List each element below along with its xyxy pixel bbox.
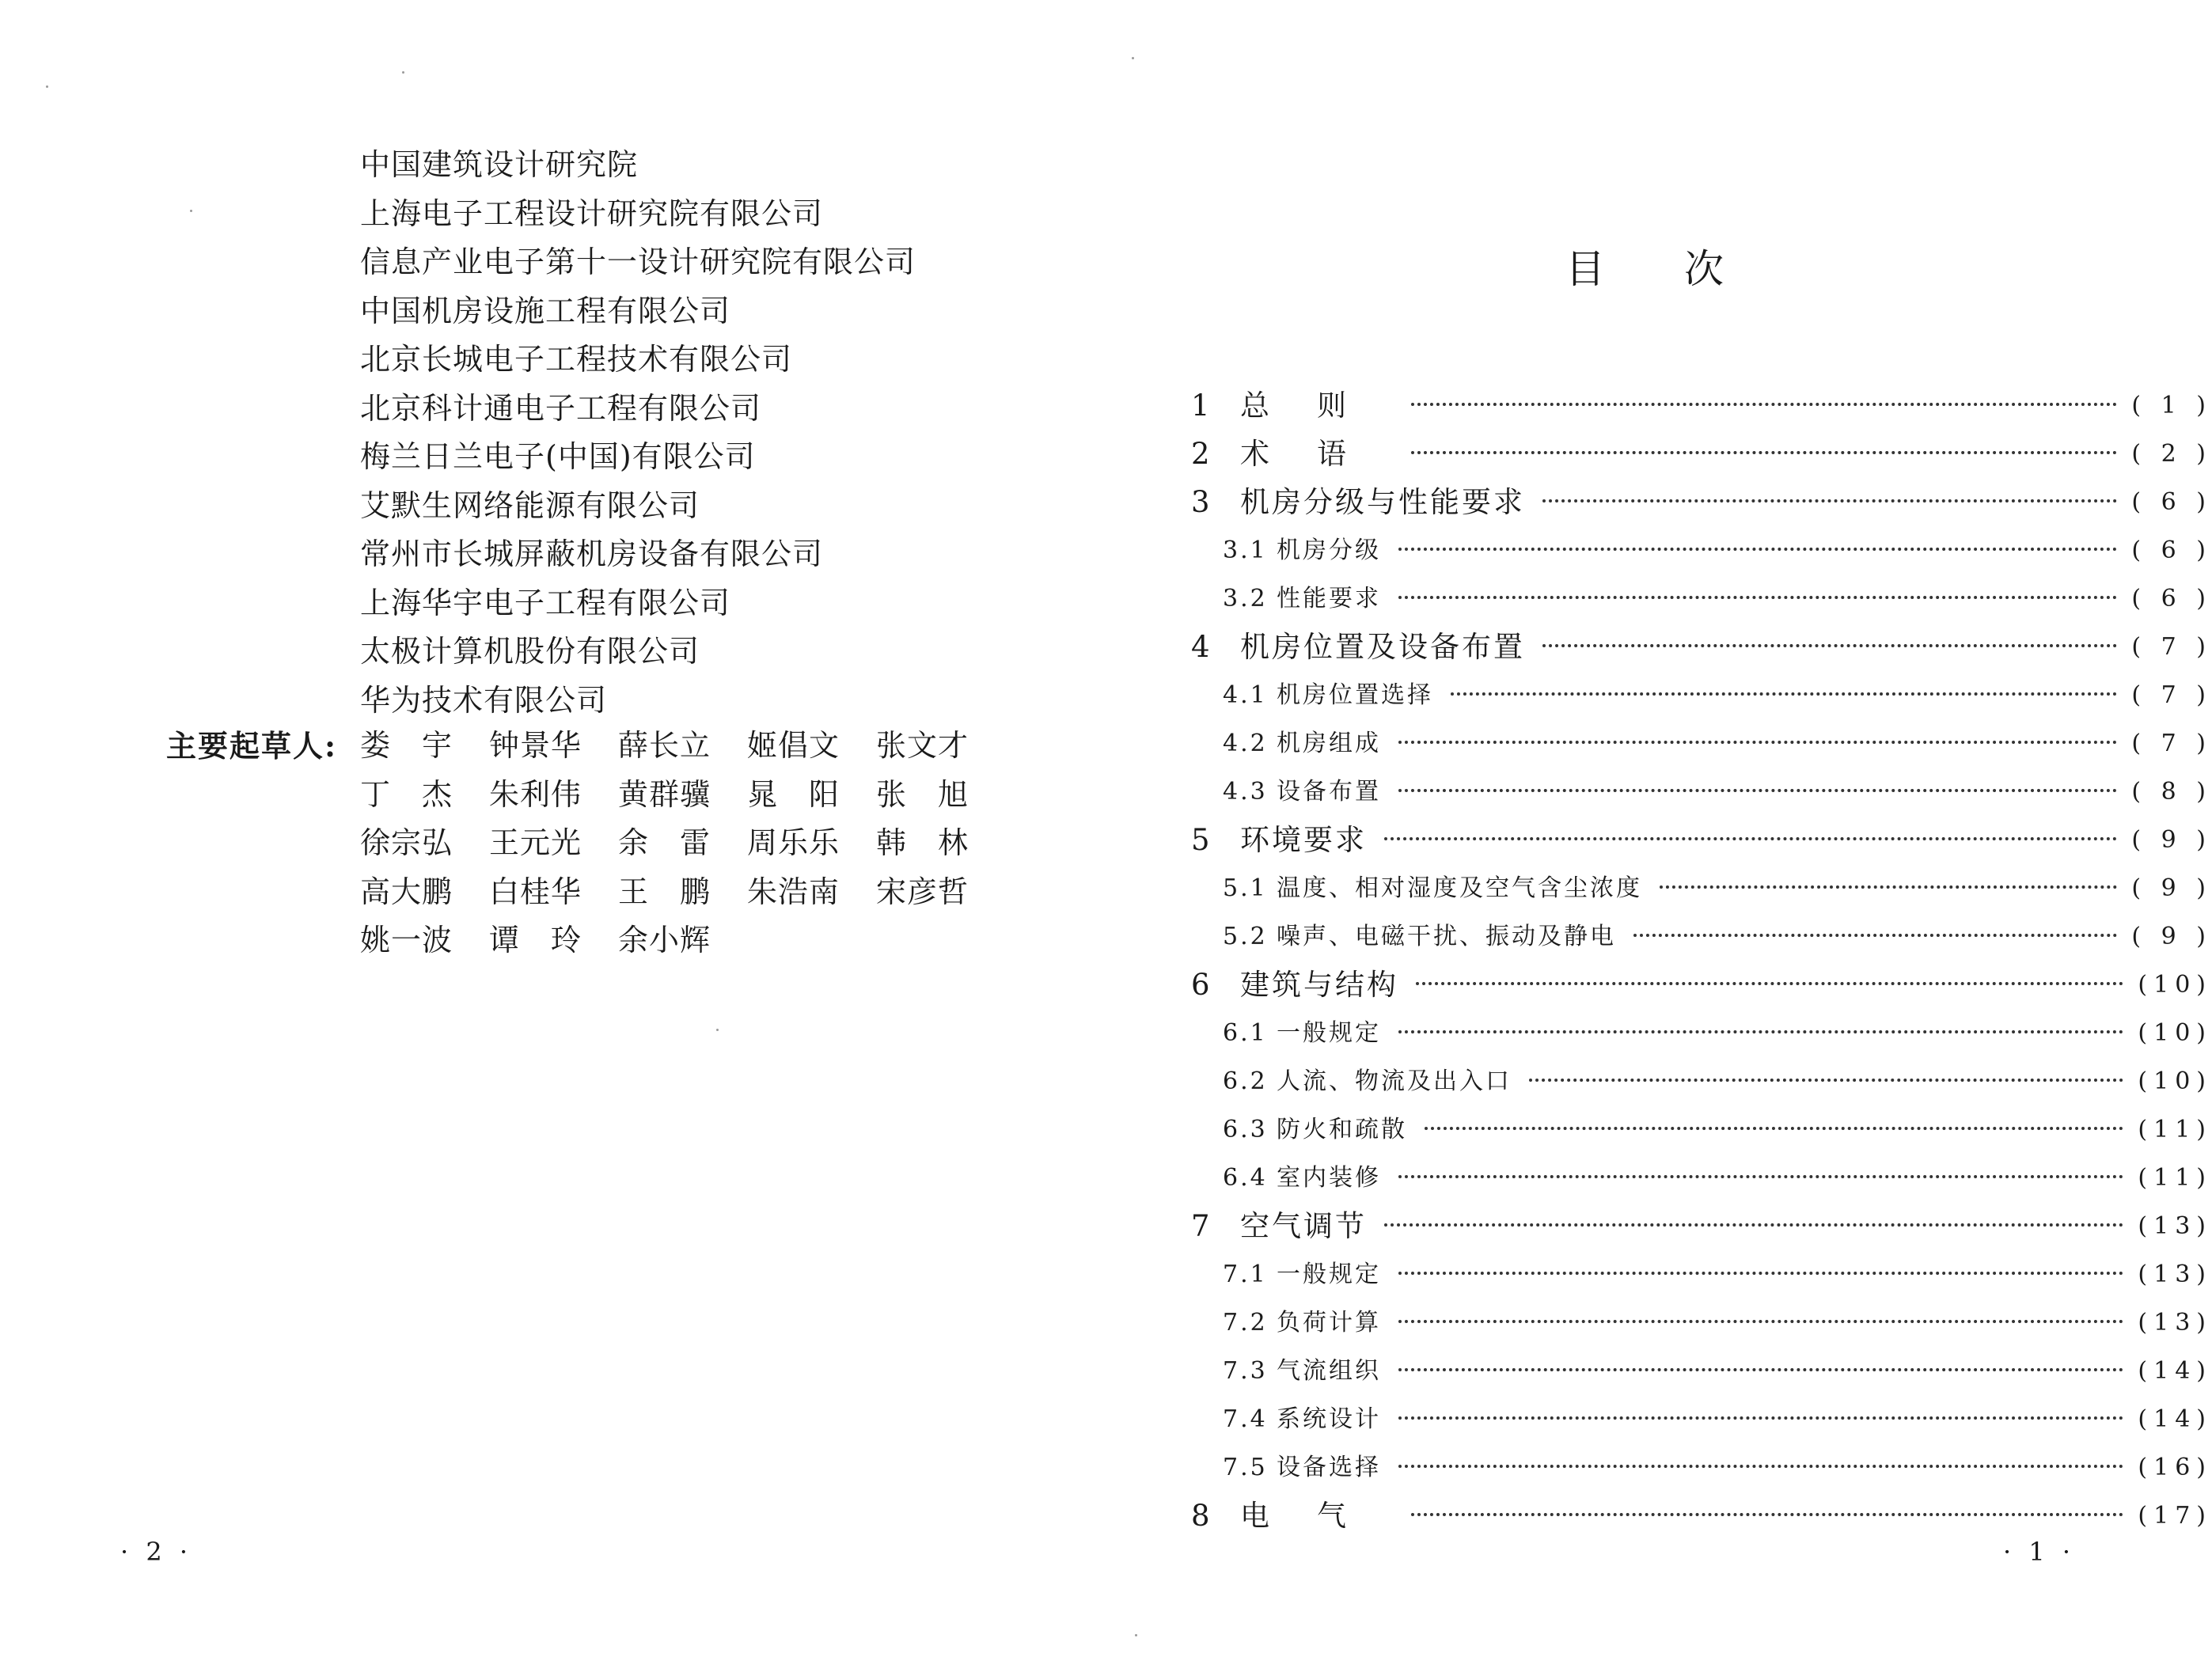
drafter-name: 谭 玲 [489, 923, 582, 957]
toc-entry[interactable] [1191, 1492, 2212, 1540]
drafters-row [360, 771, 1005, 820]
toc-entry-title: 防火和疏散 [1277, 1116, 1407, 1143]
toc-dot-leader [1529, 1079, 2123, 1082]
toc-entry-page: ( 9 ) [2131, 826, 2212, 854]
organization-item: 北京长城电子工程技术有限公司 [360, 342, 793, 377]
toc-entry[interactable] [1191, 623, 2212, 671]
organization-item: 太极计算机股份有限公司 [360, 634, 700, 669]
drafter-name: 张文才 [876, 728, 969, 763]
toc-entry-title: 机房分级与性能要求 [1240, 485, 1525, 519]
toc-entry-number: 8 [1191, 1499, 1210, 1533]
toc-dot-leader [1398, 1175, 2123, 1178]
toc-entry-title: 设备选择 [1277, 1454, 1381, 1481]
organization-item: 中国建筑设计研究院 [360, 147, 639, 182]
toc-entry-number: 4 [1191, 630, 1210, 664]
toc-entry-title: 机房位置选择 [1277, 681, 1433, 709]
toc-entry-page: ( 6 ) [2131, 488, 2212, 516]
toc-entry-number: 6 [1191, 968, 1210, 1002]
drafter-name: 徐宗弘 [360, 825, 453, 860]
toc-entry-page: (13) [2138, 1309, 2212, 1337]
scan-speck [1132, 57, 1134, 59]
toc-entry-page: (13) [2138, 1212, 2212, 1240]
toc-entry[interactable] [1191, 1299, 2212, 1347]
toc-entry-page: ( 9 ) [2131, 923, 2212, 950]
scan-speck [402, 71, 404, 74]
toc-dot-leader [1542, 644, 2117, 647]
toc-entry-number: 3 [1191, 485, 1210, 519]
toc-dot-leader [1384, 837, 2117, 840]
toc-entry-title: 性能要求 [1277, 585, 1381, 612]
drafter-name: 朱浩南 [747, 874, 840, 909]
drafter-name: 丁 杰 [360, 776, 453, 812]
drafter-name: 张 旭 [876, 776, 969, 812]
toc-entry-page: ( 1 ) [2131, 392, 2212, 419]
toc-entry[interactable] [1191, 912, 2212, 961]
toc-entry[interactable] [1191, 526, 2212, 574]
scan-speck [46, 85, 48, 88]
toc-entry[interactable] [1191, 478, 2212, 526]
toc-entry-number: 5.2 [1223, 923, 1268, 950]
organization-list [360, 141, 916, 725]
drafters-row [360, 916, 1005, 965]
toc-dot-leader [1633, 934, 2117, 937]
organization-item: 上海电子工程设计研究院有限公司 [360, 195, 824, 231]
toc-dot-leader [1398, 1465, 2123, 1468]
toc-dot-leader [1398, 1030, 2123, 1033]
toc-entry[interactable] [1191, 1154, 2212, 1202]
toc-entry[interactable] [1191, 719, 2212, 768]
toc-entry[interactable] [1191, 671, 2212, 719]
toc-entry-title: 设备布置 [1277, 778, 1381, 806]
drafter-name: 高大鹏 [360, 874, 453, 909]
toc-entry-title: 系统设计 [1277, 1405, 1381, 1433]
toc-dot-leader [1398, 789, 2117, 792]
toc-title: 目次 [1565, 246, 1803, 292]
toc-entry-page: (14) [2138, 1405, 2212, 1433]
toc-entry-number: 7.5 [1223, 1454, 1268, 1481]
toc-entry-number: 6.3 [1223, 1116, 1268, 1143]
toc-entry[interactable] [1191, 1347, 2212, 1395]
toc-entry-number: 4.1 [1223, 681, 1268, 709]
toc-entry-page: (10) [2138, 1019, 2212, 1047]
toc-dot-leader [1660, 885, 2117, 889]
organization-item: 北京科计通电子工程有限公司 [360, 390, 762, 426]
toc-entry-title: 建筑与结构 [1240, 968, 1398, 1002]
drafter-name: 朱利伟 [489, 776, 582, 812]
toc-entry-number: 4.2 [1223, 730, 1268, 757]
toc-entry-title: 总则 [1240, 389, 1394, 423]
toc-entry[interactable] [1191, 1009, 2212, 1057]
drafter-name: 王 鹏 [618, 874, 711, 909]
toc-dot-leader [1398, 548, 2117, 551]
organization-item: 梅兰日兰电子(中国)有限公司 [360, 439, 756, 474]
toc-entry-number: 7.1 [1223, 1261, 1268, 1288]
toc-entry[interactable] [1191, 1443, 2212, 1492]
toc-entry[interactable] [1191, 1057, 2212, 1105]
toc-entry-number: 7.2 [1223, 1309, 1268, 1337]
toc-dot-leader [1398, 1368, 2123, 1371]
toc-entry-page: ( 7 ) [2131, 633, 2212, 661]
toc-entry-title: 温度、相对湿度及空气含尘浓度 [1277, 874, 1642, 902]
drafters-label: 主要起草人: [166, 728, 338, 764]
toc-entry-title: 一般规定 [1277, 1261, 1381, 1288]
toc-entry-title: 负荷计算 [1277, 1309, 1381, 1337]
drafter-name: 余小辉 [618, 923, 711, 957]
scan-speck [1135, 1634, 1137, 1636]
page-number-right: · 1 · [2003, 1537, 2076, 1567]
toc-entry-page: ( 8 ) [2131, 778, 2212, 806]
toc-entry-number: 7 [1191, 1209, 1210, 1243]
toc-entry-number: 7.3 [1223, 1357, 1268, 1385]
toc-entry[interactable] [1191, 430, 2212, 478]
toc-entry-number: 3.1 [1223, 537, 1268, 564]
toc-entry[interactable] [1191, 1105, 2212, 1154]
organization-item: 中国机房设施工程有限公司 [360, 293, 731, 328]
toc-dot-leader [1384, 1223, 2123, 1227]
left-page [0, 0, 1095, 1657]
toc-entry-title: 电气 [1240, 1499, 1394, 1533]
toc-dot-leader [1451, 692, 2117, 696]
toc-entry-page: (16) [2138, 1454, 2212, 1481]
toc-entry-number: 6.2 [1223, 1067, 1268, 1095]
toc-entry[interactable] [1191, 864, 2212, 912]
toc-entry-title: 机房位置及设备布置 [1240, 630, 1525, 664]
toc-entry[interactable] [1191, 381, 2212, 430]
toc-entry-page: ( 9 ) [2131, 874, 2212, 902]
toc-dot-leader [1416, 982, 2123, 985]
toc-entry-number: 7.4 [1223, 1405, 1268, 1433]
toc-entry-title: 机房组成 [1277, 730, 1381, 757]
drafters-row [360, 819, 1005, 868]
drafters-grid [360, 722, 1005, 965]
drafter-name: 黄群骥 [618, 776, 711, 812]
toc-entry-title: 机房分级 [1277, 537, 1381, 564]
toc-entry-number: 1 [1191, 389, 1210, 423]
toc-entry-number: 3.2 [1223, 585, 1268, 612]
drafter-name: 姬倡文 [747, 728, 840, 763]
drafter-name: 王元光 [489, 825, 582, 860]
drafter-name: 余 雷 [618, 825, 711, 860]
toc-entry[interactable] [1191, 1202, 2212, 1250]
toc-entry-page: ( 7 ) [2131, 681, 2212, 709]
toc-entry-title: 一般规定 [1277, 1019, 1381, 1047]
drafter-name: 晁 阳 [747, 776, 840, 812]
toc-entry-number: 5.1 [1223, 874, 1268, 902]
toc-entry-page: ( 6 ) [2131, 585, 2212, 612]
toc-entry-title: 室内装修 [1277, 1164, 1381, 1192]
page-number-left: · 2 · [120, 1537, 193, 1567]
toc-entry-number: 4.3 [1223, 778, 1268, 806]
right-page [1095, 0, 2212, 1657]
toc-entry[interactable] [1191, 1395, 2212, 1443]
toc-entry-page: (11) [2138, 1164, 2212, 1192]
toc-entry-title: 噪声、电磁干扰、振动及静电 [1277, 923, 1616, 950]
toc-dot-leader [1398, 1320, 2123, 1323]
toc-dot-leader [1398, 1416, 2123, 1420]
drafter-name: 娄 宇 [360, 728, 453, 763]
toc-entry-page: (14) [2138, 1357, 2212, 1385]
drafters-row [360, 722, 1005, 771]
drafter-name: 姚一波 [360, 923, 453, 957]
toc-entry-page: (11) [2138, 1116, 2212, 1143]
toc-dot-leader [1411, 1513, 2123, 1516]
organization-item: 艾默生网络能源有限公司 [360, 487, 700, 523]
drafter-name: 薛长立 [618, 728, 711, 763]
organization-item: 常州市长城屏蔽机房设备有限公司 [360, 537, 824, 571]
toc-entry-title: 气流组织 [1277, 1357, 1381, 1385]
toc-entry[interactable] [1191, 768, 2212, 816]
toc-entry-page: ( 7 ) [2131, 730, 2212, 757]
toc-dot-leader [1398, 741, 2117, 744]
toc-entry-title: 环境要求 [1240, 823, 1367, 857]
toc-entry-number: 6.4 [1223, 1164, 1268, 1192]
toc-dot-leader [1542, 499, 2117, 502]
toc-entry-title: 空气调节 [1240, 1209, 1367, 1243]
toc-dot-leader [1411, 403, 2117, 406]
toc-dot-leader [1425, 1127, 2123, 1130]
toc-entry-page: ( 2 ) [2131, 440, 2212, 468]
toc-entry-page: ( 6 ) [2131, 537, 2212, 564]
drafter-name: 钟景华 [489, 728, 582, 763]
drafters-row [360, 868, 1005, 917]
drafter-name: 宋彦哲 [876, 874, 969, 909]
toc-dot-leader [1411, 451, 2117, 454]
organization-item: 华为技术有限公司 [360, 682, 608, 718]
scan-speck [190, 210, 192, 212]
toc-entry-page: (10) [2138, 971, 2212, 999]
toc-entry-number: 5 [1191, 823, 1210, 857]
drafter-name: 周乐乐 [747, 825, 840, 860]
toc-dot-leader [1398, 1272, 2123, 1275]
toc-entry-number: 2 [1191, 437, 1210, 471]
toc-entry-title: 术语 [1240, 437, 1394, 471]
table-of-contents [1191, 381, 2212, 1540]
toc-entry[interactable] [1191, 1250, 2212, 1299]
toc-entry-page: (17) [2138, 1502, 2212, 1530]
toc-dot-leader [1398, 596, 2117, 599]
toc-entry[interactable] [1191, 816, 2212, 864]
toc-entry-number: 6.1 [1223, 1019, 1268, 1047]
drafter-name: 白桂华 [489, 874, 582, 909]
toc-entry[interactable] [1191, 961, 2212, 1009]
organization-item: 信息产业电子第十一设计研究院有限公司 [360, 245, 916, 279]
scan-speck [716, 1029, 719, 1031]
toc-entry[interactable] [1191, 574, 2212, 623]
drafter-name: 韩 林 [876, 825, 969, 860]
organization-item: 上海华宇电子工程有限公司 [360, 585, 731, 620]
toc-entry-title: 人流、物流及出入口 [1277, 1067, 1512, 1095]
toc-entry-page: (10) [2138, 1067, 2212, 1095]
toc-entry-page: (13) [2138, 1261, 2212, 1288]
